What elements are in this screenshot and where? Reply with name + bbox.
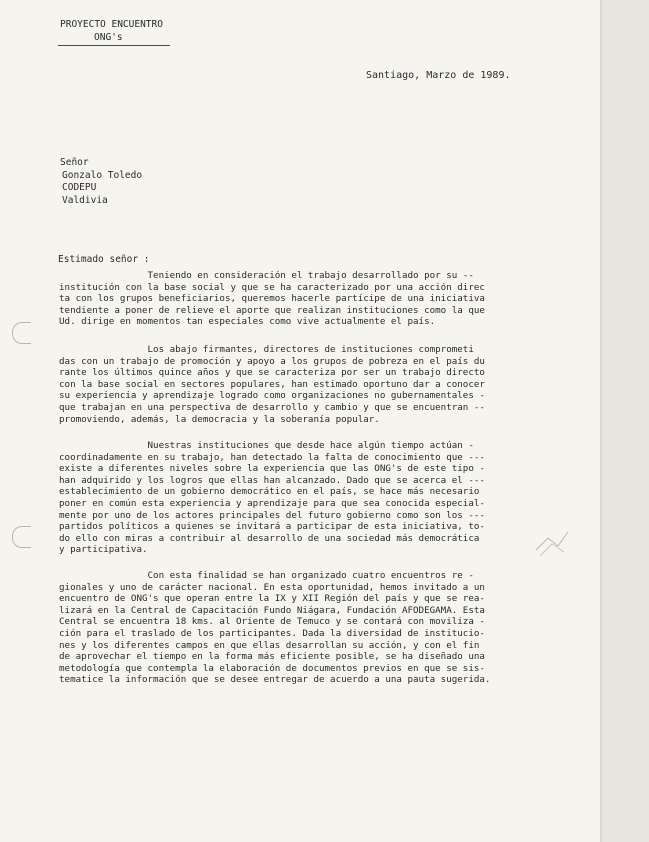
recipient-title: Señor bbox=[60, 157, 89, 168]
letterhead-line-1: PROYECTO ENCUENTRO bbox=[60, 19, 163, 30]
letterhead-line-2: ONG's bbox=[94, 32, 123, 43]
letter-date: Santiago, Marzo de 1989. bbox=[366, 70, 511, 81]
punch-hole-mark bbox=[12, 322, 31, 344]
recipient-city: Valdivia bbox=[62, 194, 108, 206]
recipient-block bbox=[60, 157, 142, 207]
recipient-name: Gonzalo Toledo bbox=[62, 169, 143, 181]
body-paragraph: Teniendo en consideración el trabajo desarrollado por su -- institución con la base social y que se ha caracterizado por una acción direc ta con los grupos beneficiarios, queremos hacerle partícipe de una iniciativa tendiente a poner de relieve el aporte que realizan instituciones como la que Ud. dirige en momentos tan especiales como vive actualmente el país. bbox=[59, 270, 485, 328]
body-paragraph: Nuestras instituciones que desde hace algún tiempo actúan - coordinadamente en su trabajo, han detectado la falta de conocimiento que --- existe a diferentes niveles sobre la experiencia que las ONG's de este tipo - han adquirido y los logros que ellas han alcanzado. Dado que se acerca el --- establecimiento de un gobierno democrático en el país, se hace más necesario poner en común esta experiencia y aprendizaje para que sea conocida especial- mente por uno de los actores principales del futuro gobierno como son los --- partidos políticos a quienes se invitará a participar de esta iniciativa, to- do ello con miras a contribuir al desarrollo de una sociedad más democrática y participativa. bbox=[59, 440, 485, 556]
body-paragraph: Los abajo firmantes, directores de instituciones comprometi das con un trabajo de promoción y apoyo a los grupos de pobreza en el país du rante los últimos quince años y que se caracteriza por ser un trabajo directo con la base social en sectores populares, han estimado oportuno dar a conocer su experiencia y aprendizaje logrado como organizaciones no gubernamentales - que trabajan en una perspectiva de desarrollo y cambio y que se encuentran -- promoviendo, además, la democracia y la soberanía popular. bbox=[59, 344, 485, 425]
salutation: Estimado señor : bbox=[58, 254, 150, 265]
body-paragraph: Con esta finalidad se han organizado cuatro encuentros re - gionales y uno de carácter nacional. En esta oportunidad, hemos invitado a un encuentro de ONG's que operan entre la IX y XII Región del país y que se rea- lizará en la Central de Capacitación Fundo Niágara, Fundación AFODEGAMA. Esta Central se encuentra 18 kms. al Oriente de Temuco y se contará con moviliza - ción para el traslado de los participantes. Dada la diversidad de institucio- nes y los diferentes campos en que ellas desarrollan su acción, y con el fin de aprovechar el tiempo en la forma más eficiente posible, se ha diseñado una metodología que contempla la elaboración de documentos previos en que se sis- tematice la información que se desee entregar de acuerdo a una pauta sugerida. bbox=[59, 570, 491, 686]
letterhead bbox=[60, 18, 163, 44]
recipient-organization: CODEPU bbox=[62, 182, 97, 193]
punch-hole-mark bbox=[12, 526, 31, 548]
letterhead-underline bbox=[58, 45, 170, 46]
ink-smudge bbox=[528, 520, 574, 564]
